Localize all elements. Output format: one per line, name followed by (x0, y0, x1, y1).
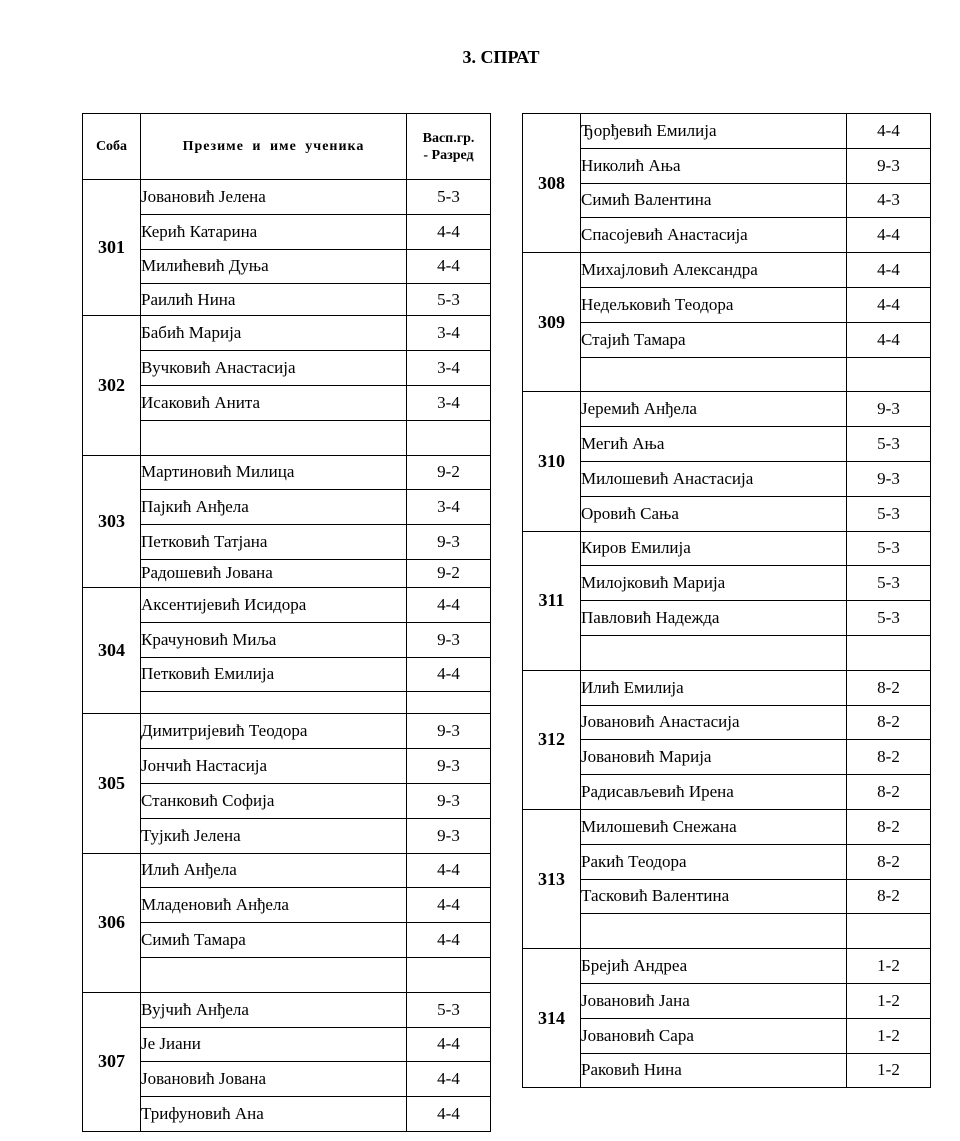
table-row (523, 427, 931, 462)
student-name: Михајловић Александра (581, 253, 847, 288)
header-grade-line2: - Разред (423, 147, 474, 163)
student-name: Јовановић Марија (581, 740, 847, 775)
table-row (523, 983, 931, 1018)
table-row (83, 783, 491, 818)
table-row (83, 888, 491, 923)
table-row (83, 657, 491, 692)
student-grade: 4-4 (407, 214, 491, 249)
table-row (83, 455, 491, 490)
table-row (83, 316, 491, 351)
student-grade: 4-4 (407, 1097, 491, 1132)
student-grade (847, 635, 931, 670)
student-name: Павловић Надежда (581, 601, 847, 636)
room-number: 307 (83, 992, 141, 1131)
student-name: Пајкић Анђела (141, 490, 407, 525)
student-name: Јовановић Јелена (141, 180, 407, 215)
student-name: Раковић Нина (581, 1053, 847, 1088)
student-grade: 9-3 (407, 783, 491, 818)
table-row (523, 392, 931, 427)
student-grade: 8-2 (847, 879, 931, 914)
student-name: Керић Катарина (141, 214, 407, 249)
student-grade: 3-4 (407, 316, 491, 351)
student-name: Јовановић Јана (581, 983, 847, 1018)
room-number: 301 (83, 180, 141, 316)
table-row (523, 496, 931, 531)
student-name: Милошевић Анастасија (581, 461, 847, 496)
student-grade: 9-2 (407, 559, 491, 587)
student-grade: 1-2 (847, 1053, 931, 1088)
student-name: Јончић Настасија (141, 749, 407, 784)
room-number: 313 (523, 809, 581, 948)
student-name: Крачуновић Миља (141, 622, 407, 657)
student-name: Јеремић Анђела (581, 392, 847, 427)
table-row (523, 844, 931, 879)
student-name: Јовановић Сара (581, 1018, 847, 1053)
table-row (523, 775, 931, 810)
student-grade (847, 914, 931, 949)
table-row (523, 531, 931, 566)
table-row (83, 749, 491, 784)
room-number: 304 (83, 587, 141, 713)
student-grade: 5-3 (847, 601, 931, 636)
student-name: Симић Тамара (141, 923, 407, 958)
table-row (83, 1097, 491, 1132)
student-name (141, 957, 407, 992)
student-grade: 4-4 (407, 923, 491, 958)
student-name (141, 692, 407, 714)
table-row (523, 601, 931, 636)
student-name: Трифуновић Ана (141, 1097, 407, 1132)
student-grade: 4-4 (847, 218, 931, 253)
student-grade: 9-3 (407, 525, 491, 560)
table-row (83, 180, 491, 215)
student-name: Киров Емилија (581, 531, 847, 566)
student-name: Јовановић Јована (141, 1062, 407, 1097)
student-grade: 5-3 (407, 180, 491, 215)
table-row (83, 622, 491, 657)
table-row (83, 853, 491, 888)
student-grade: 5-3 (847, 496, 931, 531)
student-grade: 1-2 (847, 983, 931, 1018)
table-row (523, 705, 931, 740)
student-name: Димитријевић Теодора (141, 714, 407, 749)
student-name: Недељковић Теодора (581, 287, 847, 322)
room-number: 309 (523, 253, 581, 392)
table-row (83, 249, 491, 284)
left-room-table (82, 113, 491, 1132)
table-row (523, 322, 931, 357)
room-number: 303 (83, 455, 141, 587)
student-grade: 4-4 (847, 322, 931, 357)
student-grade (847, 357, 931, 392)
student-name: Бабић Марија (141, 316, 407, 351)
right-table-body (523, 114, 931, 1088)
table-row (83, 818, 491, 853)
student-name: Николић Ања (581, 148, 847, 183)
table-row (523, 357, 931, 392)
student-name: Стајић Тамара (581, 322, 847, 357)
student-grade: 9-3 (847, 461, 931, 496)
table-row (83, 1027, 491, 1062)
header-room: Соба (83, 114, 141, 180)
student-grade: 9-3 (407, 818, 491, 853)
student-name: Милошевић Снежана (581, 809, 847, 844)
student-grade: 8-2 (847, 775, 931, 810)
student-name: Тујкић Јелена (141, 818, 407, 853)
student-name (581, 357, 847, 392)
table-row (523, 914, 931, 949)
room-number: 306 (83, 853, 141, 992)
student-name: Радисављевић Ирена (581, 775, 847, 810)
student-name: Младеновић Анђела (141, 888, 407, 923)
table-row (83, 992, 491, 1027)
student-grade: 8-2 (847, 670, 931, 705)
table-row (83, 714, 491, 749)
student-name: Аксентијевић Исидора (141, 587, 407, 622)
student-name: Вучковић Анастасија (141, 351, 407, 386)
student-grade: 9-3 (407, 622, 491, 657)
student-grade: 4-3 (847, 183, 931, 218)
table-row (523, 183, 931, 218)
room-number: 310 (523, 392, 581, 531)
header-name: Презиме и име ученика (141, 114, 407, 180)
student-name: Станковић Софија (141, 783, 407, 818)
student-grade: 4-4 (847, 253, 931, 288)
student-name: Радошевић Јована (141, 559, 407, 587)
student-name: Раилић Нина (141, 284, 407, 316)
student-grade: 8-2 (847, 705, 931, 740)
right-room-table (522, 113, 931, 1088)
student-name: Јовановић Анастасија (581, 705, 847, 740)
table-row (83, 420, 491, 455)
student-name (581, 635, 847, 670)
table-row (83, 284, 491, 316)
table-row (83, 1062, 491, 1097)
student-name (581, 914, 847, 949)
student-grade: 1-2 (847, 949, 931, 984)
table-row (523, 114, 931, 149)
student-grade: 3-4 (407, 385, 491, 420)
table-row (83, 957, 491, 992)
table-row (83, 385, 491, 420)
student-name: Илић Емилија (581, 670, 847, 705)
student-grade: 3-4 (407, 351, 491, 386)
header-grade-line1: Васп.гр. (422, 130, 475, 146)
table-row (523, 809, 931, 844)
student-grade: 4-4 (407, 249, 491, 284)
student-name: Ракић Теодора (581, 844, 847, 879)
table-row (83, 490, 491, 525)
student-name: Мартиновић Милица (141, 455, 407, 490)
student-name: Ђорђевић Емилија (581, 114, 847, 149)
table-row (83, 692, 491, 714)
table-row (523, 670, 931, 705)
room-number: 314 (523, 949, 581, 1088)
student-grade: 9-3 (407, 749, 491, 784)
room-number: 305 (83, 714, 141, 853)
table-row (523, 461, 931, 496)
student-grade (407, 957, 491, 992)
student-grade: 3-4 (407, 490, 491, 525)
student-grade: 8-2 (847, 809, 931, 844)
student-name: Мегић Ања (581, 427, 847, 462)
student-name: Је Јиани (141, 1027, 407, 1062)
table-row (523, 1053, 931, 1088)
table-row (523, 218, 931, 253)
table-row (83, 587, 491, 622)
student-grade: 9-3 (847, 392, 931, 427)
student-name: Петковић Емилија (141, 657, 407, 692)
student-grade: 5-3 (407, 284, 491, 316)
table-row (523, 949, 931, 984)
student-grade: 5-3 (847, 427, 931, 462)
student-grade: 5-3 (407, 992, 491, 1027)
table-row (83, 525, 491, 560)
student-grade: 4-4 (407, 853, 491, 888)
student-name: Исаковић Анита (141, 385, 407, 420)
student-grade: 8-2 (847, 844, 931, 879)
student-name: Милићевић Дуња (141, 249, 407, 284)
table-row (523, 566, 931, 601)
student-name: Оровић Сања (581, 496, 847, 531)
room-number: 311 (523, 531, 581, 670)
header-grade (407, 114, 491, 180)
left-table-body (83, 180, 491, 1132)
table-row (83, 923, 491, 958)
table-row (83, 351, 491, 386)
student-name: Милојковић Марија (581, 566, 847, 601)
student-name: Петковић Татјана (141, 525, 407, 560)
student-grade: 4-4 (407, 1062, 491, 1097)
student-name: Брејић Андреа (581, 949, 847, 984)
table-row (523, 740, 931, 775)
room-number: 308 (523, 114, 581, 253)
student-grade: 4-4 (407, 657, 491, 692)
student-grade (407, 692, 491, 714)
student-grade: 5-3 (847, 531, 931, 566)
room-number: 302 (83, 316, 141, 455)
student-grade: 4-4 (407, 587, 491, 622)
student-grade (407, 420, 491, 455)
student-name: Илић Анђела (141, 853, 407, 888)
student-grade: 8-2 (847, 740, 931, 775)
page-title: 3. СПРАТ (462, 47, 540, 67)
student-grade: 4-4 (847, 287, 931, 322)
student-grade: 1-2 (847, 1018, 931, 1053)
table-row (523, 287, 931, 322)
student-grade: 4-4 (407, 888, 491, 923)
student-name: Симић Валентина (581, 183, 847, 218)
table-row (523, 148, 931, 183)
student-grade: 4-4 (407, 1027, 491, 1062)
table-row (523, 635, 931, 670)
table-row (523, 253, 931, 288)
table-row (83, 214, 491, 249)
table-row (523, 879, 931, 914)
student-grade: 4-4 (847, 114, 931, 149)
student-grade: 9-2 (407, 455, 491, 490)
student-name: Вујчић Анђела (141, 992, 407, 1027)
student-name: Спасојевић Анастасија (581, 218, 847, 253)
student-name (141, 420, 407, 455)
student-grade: 9-3 (847, 148, 931, 183)
student-grade: 9-3 (407, 714, 491, 749)
student-grade: 5-3 (847, 566, 931, 601)
table-row (83, 559, 491, 587)
table-row (523, 1018, 931, 1053)
student-name: Тасковић Валентина (581, 879, 847, 914)
room-number: 312 (523, 670, 581, 809)
